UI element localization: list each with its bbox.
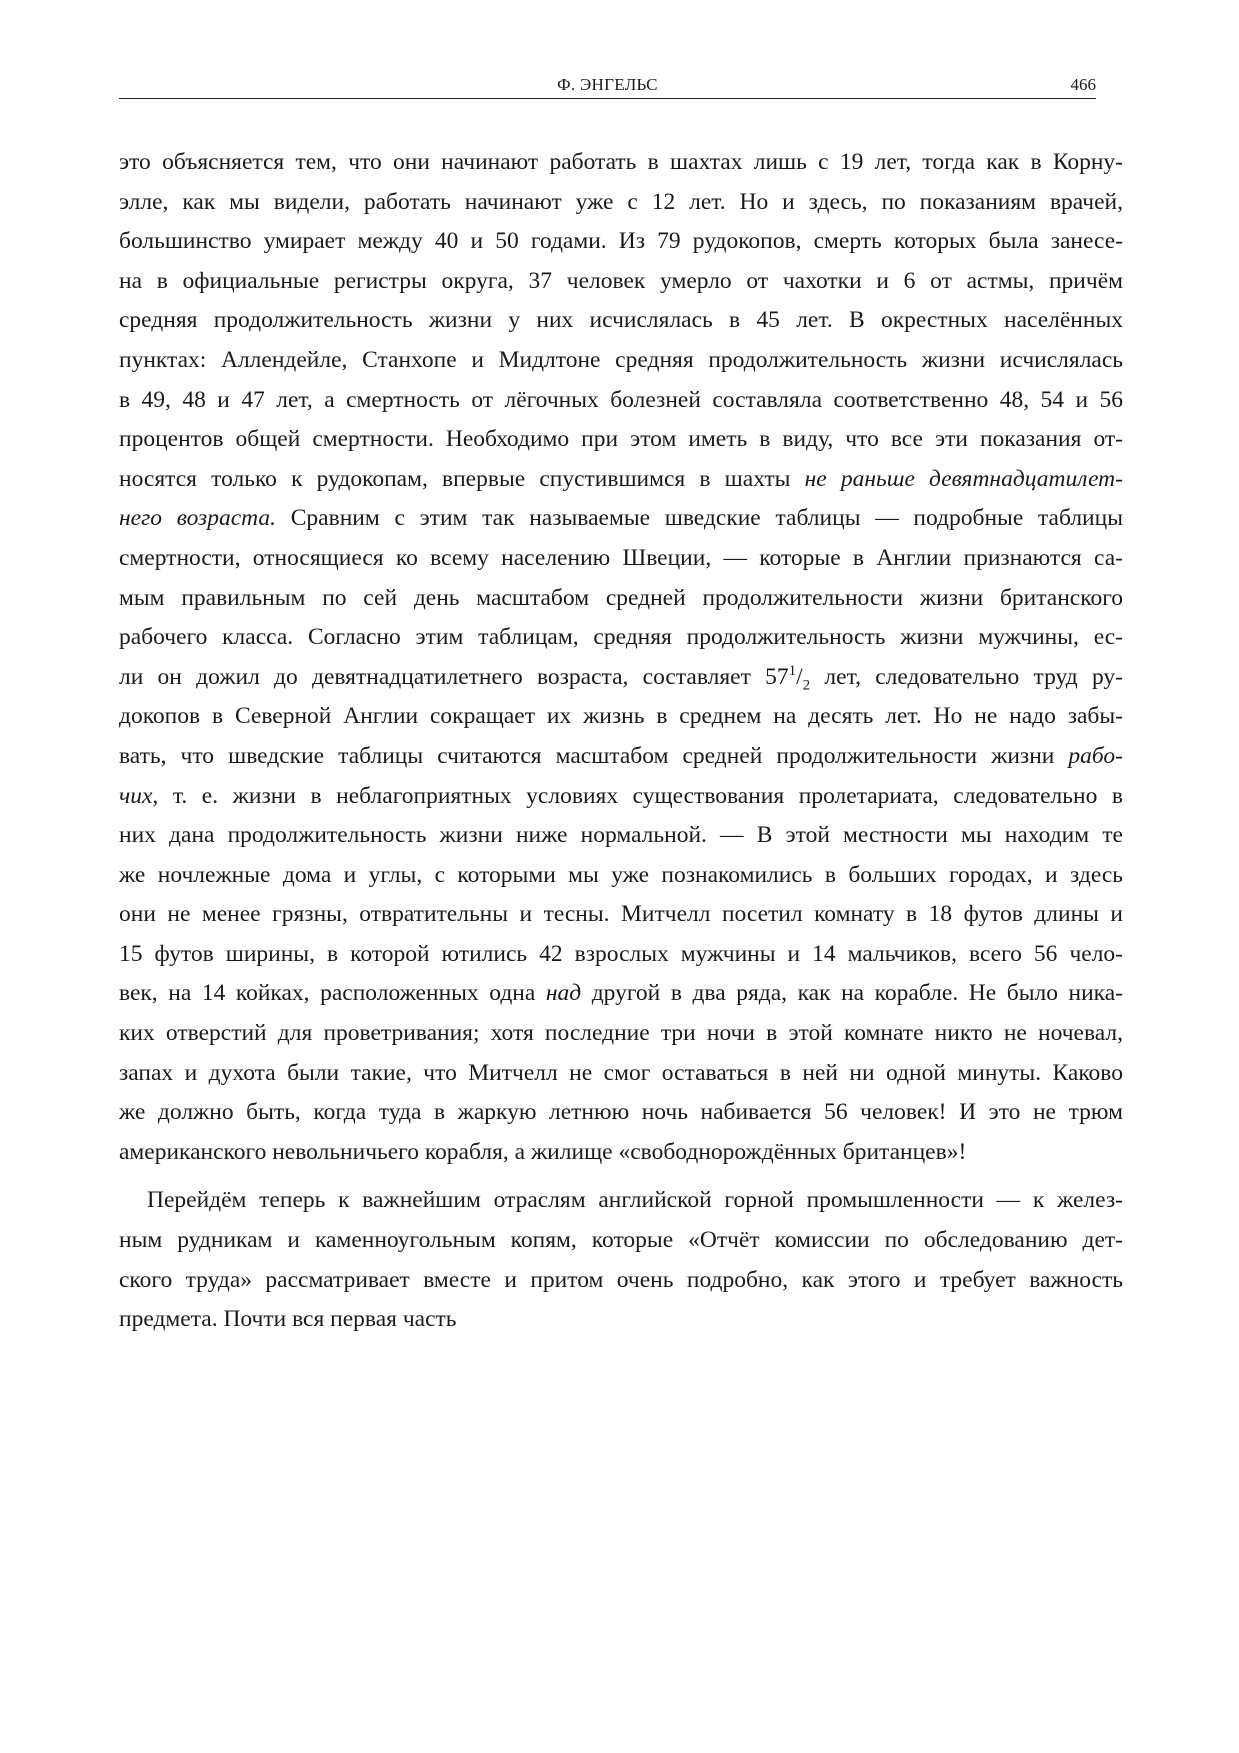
- text-line: [119, 618, 1123, 658]
- text-run: лет, следовательно труд ру-: [810, 663, 1124, 690]
- body-text: [119, 143, 1123, 1340]
- text-line: [119, 974, 1123, 1014]
- text-run: т. е. жизни в неблагоприятных условиях существования пролетариата, следовательно в: [158, 782, 1123, 809]
- text-run: предмета. Почти вся первая часть: [119, 1306, 457, 1333]
- italic-text: него возраста.: [119, 505, 277, 532]
- text-run: элле, как мы видели, работать начинают уже с 12 лет. Но и здесь, по показаниям врачей,: [119, 188, 1123, 215]
- italic-text: рабо-: [1068, 742, 1123, 769]
- text-line: [119, 856, 1123, 896]
- italic-text: чих,: [119, 782, 159, 809]
- text-run: запах и духота были такие, что Митчелл не смог оставаться в ней ни одной минуты. Каково: [119, 1059, 1123, 1086]
- running-header: [119, 72, 1096, 99]
- text-line: [119, 222, 1123, 262]
- text-line: [119, 895, 1123, 935]
- text-run: век, на 14 койках, расположенных одна: [119, 980, 546, 1007]
- text-run: же должно быть, когда туда в жаркую летнюю ночь набивается 56 человек! И это не трюм: [119, 1099, 1123, 1126]
- text-line: [119, 262, 1123, 302]
- text-run: пунктах: Аллендейле, Станхопе и Мидлтоне средняя продолжительность жизни исчислялась: [119, 346, 1123, 373]
- text-run: вать, что шведские таблицы считаются масштабом средней продолжительности жизни: [119, 742, 1069, 769]
- text-line: [119, 658, 1123, 698]
- text-run: смертности, относящиеся ко всему населению Швеции, — которые в Англии признаются са-: [119, 544, 1123, 571]
- text-line: [119, 143, 1123, 183]
- text-run: средняя продолжительность жизни у них исчислялась в 45 лет. В окрестных населённых: [119, 307, 1123, 334]
- text-line: [119, 183, 1123, 223]
- text-line: [119, 777, 1123, 817]
- text-line: [119, 935, 1123, 975]
- text-run: на в официальные регистры округа, 37 человек умерло от чахотки и 6 от астмы, причём: [119, 267, 1123, 294]
- text-line: [119, 737, 1123, 777]
- text-run: Сравним с этим так называемые шведские таблицы — подробные таблицы: [276, 505, 1124, 532]
- text-run: другой в два ряда, как на корабле. Не было ника-: [581, 980, 1123, 1007]
- text-run: большинство умирает между 40 и 50 годами. Из 79 рудокопов, смерть которых была занесе-: [119, 228, 1123, 255]
- text-run: американского невольничьего корабля, а жилище «свободнорождённых британцев»!: [119, 1138, 967, 1165]
- superscript: 1: [788, 662, 797, 679]
- text-run: Перейдём теперь к важнейшим отраслям английской горной промышленности — к желез-: [147, 1187, 1123, 1214]
- text-line: [119, 816, 1123, 856]
- text-run: в 49, 48 и 47 лет, а смертность от лёгочных болезней составляла соответственно 48, 54 и 56: [119, 386, 1123, 413]
- text-line: [119, 1261, 1123, 1301]
- text-line: [119, 1014, 1123, 1054]
- text-run: носятся только к рудокопам, впервые спустившимся в шахты: [119, 465, 805, 492]
- text-run: рабочего класса. Согласно этим таблицам, средняя продолжительность жизни мужчины, ес-: [119, 624, 1123, 651]
- text-line: [119, 1221, 1123, 1261]
- text-run: /: [796, 663, 803, 690]
- text-line: [119, 1054, 1123, 1094]
- text-line: [119, 1300, 1123, 1340]
- text-run: это объясняется тем, что они начинают работать в шахтах лишь с 19 лет, тогда как в Корну-: [119, 149, 1123, 175]
- text-run: ным рудникам и каменноугольным копям, которые «Отчёт комиссии по обследованию дет-: [119, 1227, 1123, 1254]
- text-line: [119, 579, 1123, 619]
- text-line: [119, 499, 1123, 539]
- page-number: 466: [1070, 75, 1096, 94]
- text-line: [119, 1181, 1123, 1221]
- text-run: них дана продолжительность жизни ниже нормальной. — В этой местности мы находим те: [119, 822, 1123, 849]
- text-run: докопов в Северной Англии сокращает их жизнь в среднем на десять лет. Но не надо забы-: [119, 703, 1123, 730]
- text-line: [119, 1093, 1123, 1133]
- subscript: 2: [802, 677, 811, 694]
- text-run: 15 футов ширины, в которой ютились 42 взрослых мужчины и 14 мальчиков, всего 56 чело-: [119, 940, 1123, 967]
- text-run: ли он дожил до девятнадцатилетнего возраста, составляет 57: [119, 663, 789, 690]
- text-line: [119, 341, 1123, 381]
- header-author: Ф. ЭНГЕЛЬС: [557, 75, 658, 94]
- text-line: [119, 420, 1123, 460]
- text-line: [119, 697, 1123, 737]
- text-run: же ночлежные дома и углы, с которыми мы уже познакомились в больших городах, и здесь: [119, 861, 1123, 888]
- italic-text: над: [545, 980, 582, 1007]
- text-line: [119, 381, 1123, 421]
- text-run: ского труда» рассматривает вместе и притом очень подробно, как этого и требует важность: [119, 1266, 1123, 1293]
- text-line: [119, 460, 1123, 500]
- text-line: [119, 301, 1123, 341]
- italic-text: не раньше девятнадцатилет-: [804, 465, 1123, 492]
- text-run: мым правильным по сей день масштабом средней продолжительности жизни британского: [119, 584, 1123, 611]
- text-run: они не менее грязны, отвратительны и тесны. Митчелл посетил комнату в 18 футов длины и: [119, 901, 1123, 928]
- text-run: процентов общей смертности. Необходимо при этом иметь в виду, что все эти показания от-: [119, 426, 1123, 453]
- text-run: ких отверстий для проветривания; хотя последние три ночи в этой комнате никто не ночевал,: [119, 1020, 1123, 1047]
- text-line: [119, 1133, 1123, 1173]
- text-line: [119, 539, 1123, 579]
